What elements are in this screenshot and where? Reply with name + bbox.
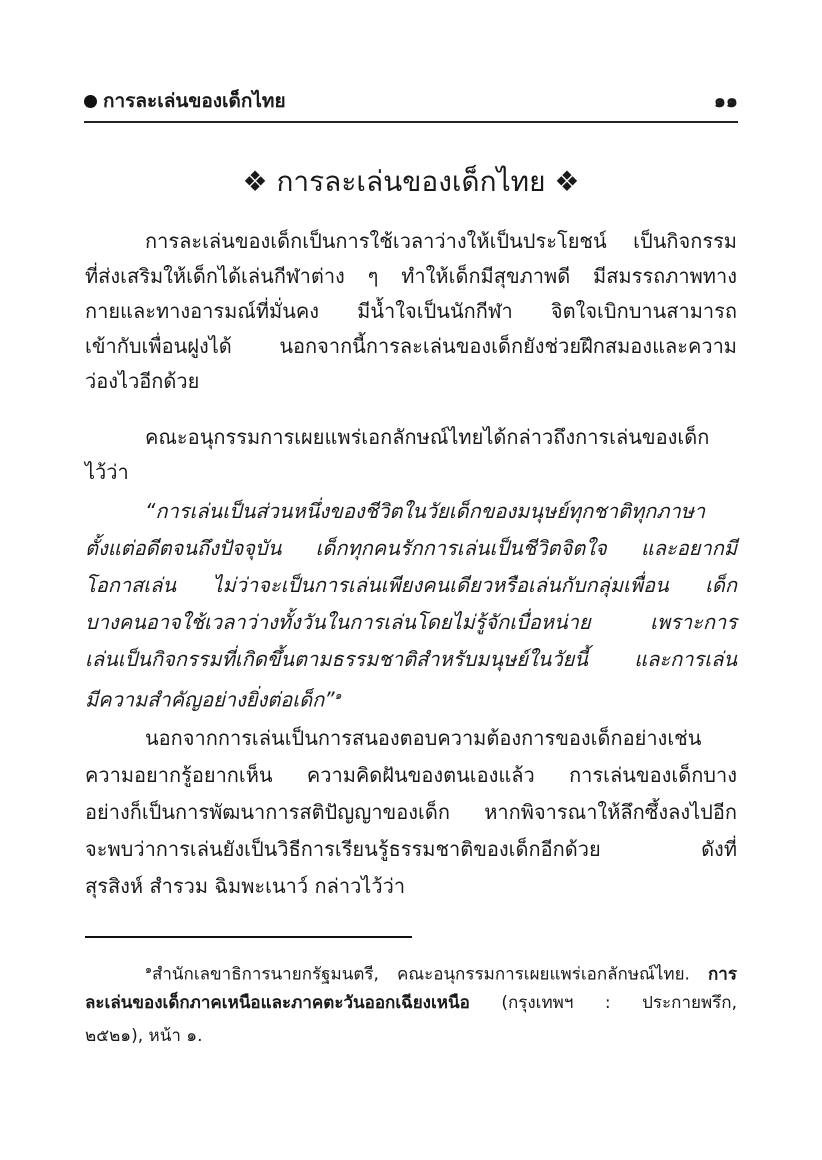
footnote-marker: ๑ — [145, 963, 152, 976]
bullet-icon — [84, 95, 97, 108]
body-line: คณะอนุกรรมการเผยแพร่เอกลักษณ์ไทยได้กล่าวถึงการเล่นของเด็ก — [145, 425, 710, 449]
body-line: อย่างก็เป็นการพัฒนาการสติปัญญาของเด็ก หากพิจารณาให้ลึกซึ้งลงไปอีก — [85, 800, 737, 824]
body-line: สุรสิงห์ สำรวม ฉิมพะเนาว์ กล่าวไว้ว่า — [85, 874, 406, 898]
page-title: ❖ การละเล่นของเด็กไทย ❖ — [242, 165, 580, 198]
body-line: ความอยากรู้อยากเห็น ความคิดฝันของตนเองแล้ว การเล่นของเด็กบาง — [85, 763, 737, 787]
running-header — [84, 86, 738, 116]
quote-line: “การเล่นเป็นส่วนหนึ่งของชีวิตในวัยเด็กของมนุษย์ทุกชาติทุกภาษา — [145, 499, 706, 523]
body-line: นอกจากการเล่นเป็นการสนองตอบความต้องการของเด็กอย่างเช่น — [145, 726, 702, 750]
body-line: กายและทางอารมณ์ที่มั่นคง มีน้ำใจเป็นนักกีฬา จิตใจเบิกบานสามารถ — [85, 299, 737, 323]
body-line: ว่องไวอีกด้วย — [85, 369, 200, 393]
footnote-author: สำนักเลขาธิการนายกรัฐมนตรี, คณะอนุกรรมการเผยแพร่เอกลักษณ์ไทย. — [151, 964, 690, 985]
quote-line: เล่นเป็นกิจกรรมที่เกิดขึ้นตามธรรมชาติสำหรับมนุษย์ในวัยนี้ และการเล่น — [85, 647, 737, 671]
quote-last-text: มีความสำคัญอย่างยิ่งต่อเด็ก” — [85, 687, 335, 712]
quote-line: ตั้งแต่อดีตจนถึงปัจจุบัน เด็กทุกคนรักการเล่นเป็นชีวิตจิตใจ และอยากมี — [85, 536, 737, 560]
quote-line: บางคนอาจใช้เวลาว่างทั้งวันในการเล่นโดยไม่รู้จักเบื่อหน่าย เพราะการ — [85, 610, 737, 634]
footnote-rule — [85, 936, 412, 938]
footnote-line — [145, 957, 737, 988]
footnote-line: ๒๕๒๑), หน้า ๑. — [85, 1026, 203, 1046]
running-title — [84, 86, 286, 116]
body-line: ที่ส่งเสริมให้เด็กได้เล่นกีฬาต่าง ๆ ทำให้เด็กมีสุขภาพดี มีสมรรถภาพทาง — [85, 264, 737, 288]
running-title-text: การละเล่นของเด็กไทย — [103, 90, 286, 112]
footnote-line — [85, 990, 737, 1016]
footnote-ref: ๑ — [334, 689, 342, 702]
body-line: การละเล่นของเด็กเป็นการใช้เวลาว่างให้เป็นประโยชน์ เป็นกิจกรรม — [145, 229, 737, 253]
quote-line — [85, 681, 737, 715]
footnote-title-part1: การ — [708, 964, 737, 985]
body-line: เข้ากับเพื่อนฝูงได้ นอกจากนี้การละเล่นของเด็กยังช่วยฝึกสมองและความ — [85, 334, 737, 358]
body-line: ไว้ว่า — [85, 460, 129, 484]
footnote-publisher: (กรุงเทพฯ : ประกายพรึก, — [501, 993, 738, 1013]
body-line: จะพบว่าการเล่นยังเป็นวิธีการเรียนรู้ธรรมชาติของเด็กอีกด้วย ดังที่ — [85, 837, 737, 861]
page-number: ๑๑ — [713, 90, 738, 112]
quote-line: โอกาสเล่น ไม่ว่าจะเป็นการเล่นเพียงคนเดียวหรือเล่นกับกลุ่มเพื่อน เด็ก — [85, 573, 737, 597]
footnote-title-part2: ละเล่นของเด็กภาคเหนือและภาคตะวันออกเฉียงเหนือ — [85, 993, 470, 1013]
header-rule — [84, 121, 738, 123]
